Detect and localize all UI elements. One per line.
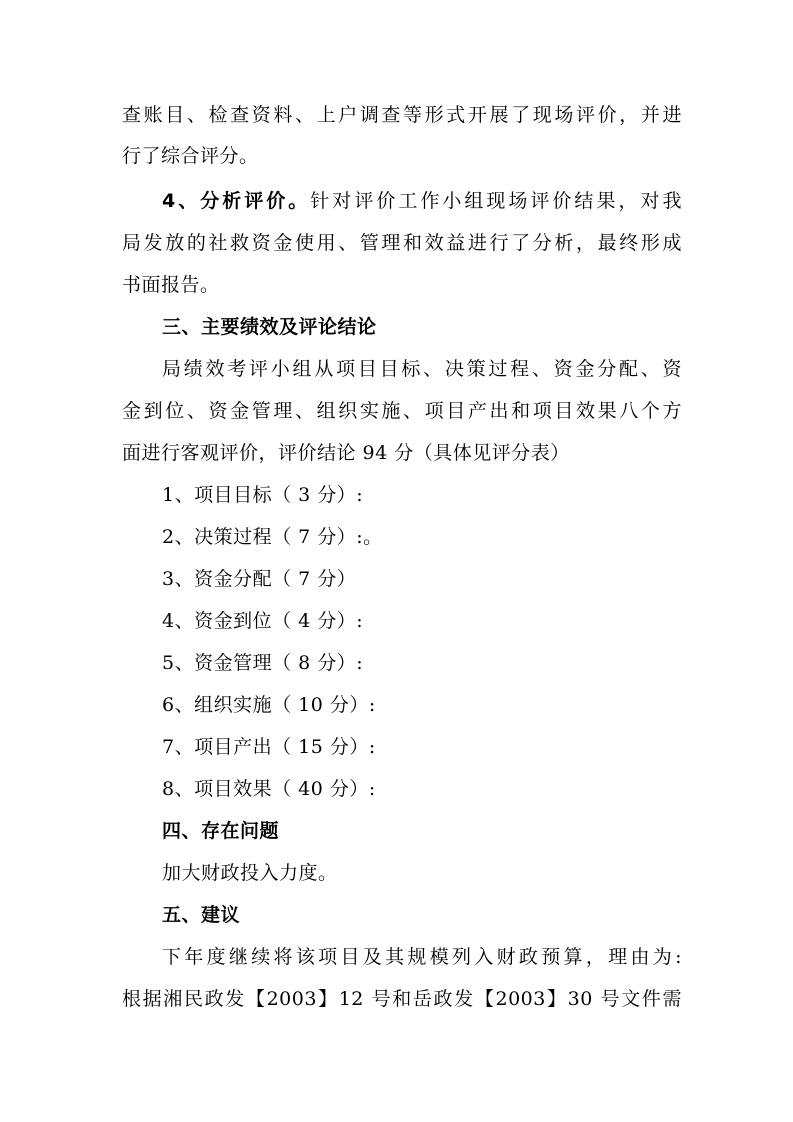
score-item: 4、资金到位（ 4 分）: [162, 610, 364, 632]
score-item: 5、资金管理（ 8 分）: [162, 652, 364, 674]
para2-line1-rest: 针对评价工作小组现场评价结果，对我 [310, 190, 682, 212]
score-item: 2、决策过程（ 7 分）:。 [162, 526, 383, 548]
para2-line3: 书面报告。 [122, 274, 220, 296]
section5-line1: 下年度继续将该项目及其规模列入财政预算，理由为: [162, 946, 682, 968]
para2-heading: 4、分析评价。 [162, 190, 311, 212]
para1-line2: 行了综合评分。 [122, 145, 259, 167]
section5-line2: 根据湘民政发【2003】12 号和岳政发【2003】30 号文件需 [122, 988, 682, 1010]
score-item: 3、资金分配（ 7 分） [162, 568, 357, 590]
para2-line2: 局发放的社救资金使用、管理和效益进行了分析，最终形成 [122, 232, 682, 254]
section4-line1: 加大财政投入力度。 [162, 862, 338, 884]
para1-line1: 查账目、检查资料、上户调查等形式开展了现场评价，并进 [122, 104, 682, 126]
score-item: 1、项目目标（ 3 分）: [162, 484, 364, 506]
section3-line1: 局绩效考评小组从项目目标、决策过程、资金分配、资 [162, 358, 682, 380]
section5-heading: 五、建议 [162, 904, 241, 926]
section3-heading: 三、主要绩效及评论结论 [162, 316, 377, 338]
score-item: 8、项目效果（ 40 分）: [162, 778, 376, 800]
score-item: 6、组织实施（ 10 分）: [162, 694, 376, 716]
section3-line3: 面进行客观评价，评价结论 94 分（具体见评分表） [122, 442, 570, 464]
section3-line2: 金到位、资金管理、组织实施、项目产出和项目效果八个方 [122, 400, 682, 422]
para2-line1 [162, 188, 682, 214]
score-item: 7、项目产出（ 15 分）: [162, 736, 376, 758]
section4-heading: 四、存在问题 [162, 820, 280, 842]
